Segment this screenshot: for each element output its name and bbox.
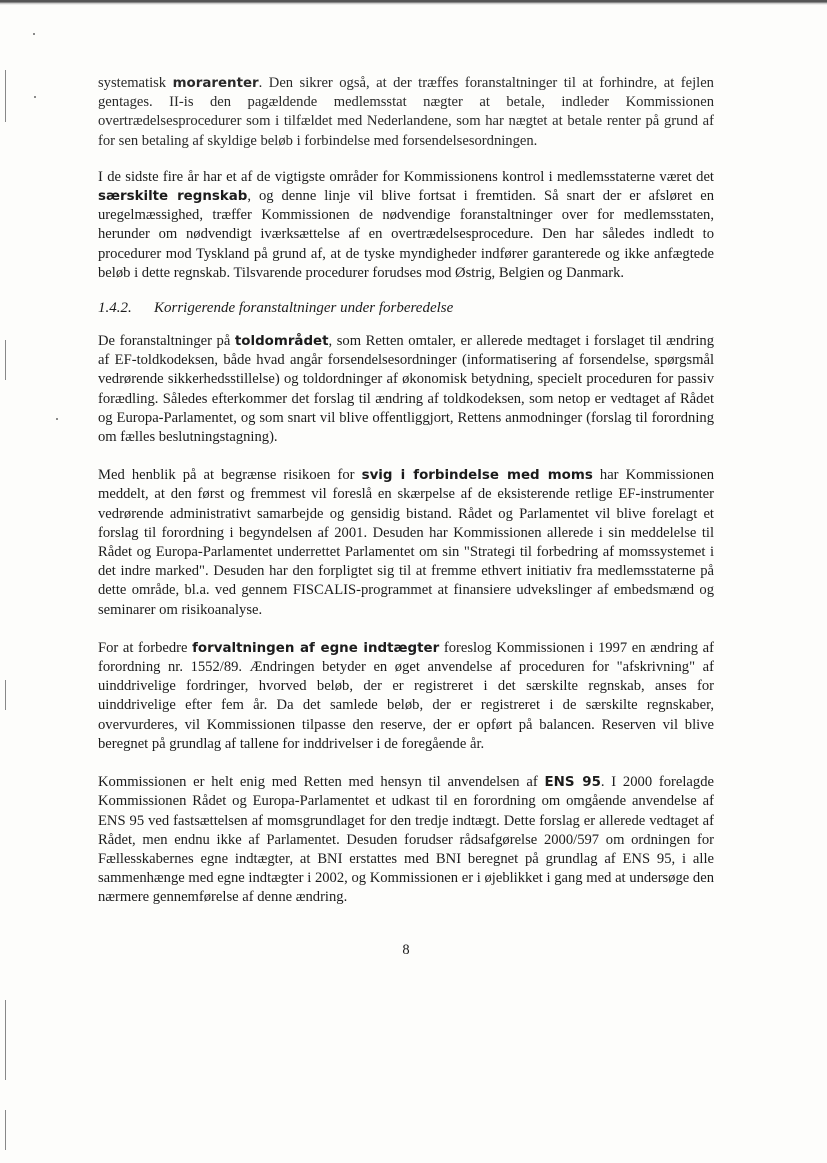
scan-top-edge [0,0,827,5]
paragraph-morarenter [98,74,714,151]
text-run: Kommissionen er helt enig med Retten med hensyn til anvendelsen af [98,774,545,791]
text-run: De foranstaltninger på [98,333,235,350]
text-run: I de sidste fire år har et af de vigtigste områder for Kommissionens kontrol i medlemsstaterne været det [98,168,714,185]
text-run: har Kommissionen meddelt, at den først og fremmest vil foreslå en skærpelse af de eksisterende retlige EF-instrumenter vedrørende administrativt samarbejde og gensidig bistand. Rådet og Parlamentet vil blive forelagt et forslag til forordning i begyndelsen af 2001. Desuden har Kommissionen allerede i sin meddelelse til Rådet og Europa-Parlamentet underrettet Parlamentet om sin "Strategi til forbedring af momssystemet i det indre marked". Desuden har den forpligtet sig til at fremme ethvert initiativ fra medlemsstaterne på dette område, bl.a. ved gennem FISCALIS-programmet at finansiere udvekslinger af embedsmænd og seminarer om risikoanalyse. [98,467,714,618]
bold-term: toldområdet [234,334,329,350]
section-number: 1.4.2. [98,300,132,317]
section-title: Korrigerende foranstaltninger under forberedelse [154,300,454,317]
text-run: systematisk [98,75,173,91]
document-page [98,74,714,958]
paragraph-egne-indtaegter [98,639,714,754]
text-run: . I 2000 forelagde Kommissionen Rådet og Europa-Parlamentet et udkast til en forordning om omgående anvendelse af ENS 95 ved fastsættelsen af momsgrundlaget for den tredje indtægt. Dette forslag er allerede vedtaget af Rådet, men endnu ikke af Parlamentet. Desuden forudser rådsafgørelse 2000/597 om ordningen for Fællesskabernes egne indtægter, at BNI erstattes med BNI beregnet på grundlag af ENS 95, i alle sammenhænge med egne indtægter i 2002, og Kommissionen er i øjeblikket i gang med at undersøge den nærmere gennemførelse af denne ændring. [98,774,714,906]
text-run: For at forbedre [98,639,193,656]
text-run: , og denne linje vil blive fortsat i fremtiden. Så snart der er afsløret en uregelmæssighed, træffer Kommissionen de nødvendige foranstaltninger over for medlemsstaten, herunder om nødvendigt iværksættelse af en overtrædelsesprocedure. Den har således indledt to procedurer mod Tyskland på grund af, at de tyske myndigheder indfører garanterede og ikke anfægtede beløb i dette regnskab. Tilsvarende procedurer forudses mod Østrig, Belgien og Danmark. [98,188,714,281]
text-run: . Den sikrer også, at der træffes foranstaltninger til at forhindre, at fejlen gentages. II-is den pagældende medlemsstat nægter at betale, indleder Kommissionen overtrædelsesprocedurer som i tilfældet med Nederlandene, som har nægtet at betale renter på grund af for sen betaling af skyldige beløb i forbindelse med forsendelsesordningen. [98,75,714,149]
page-number: 8 [402,942,410,958]
paragraph-ens95 [98,773,714,907]
bold-term: morarenter [172,76,259,91]
bold-term: ENS 95 [544,775,601,791]
text-run: foreslog Kommissionen i 1997 en ændring af forordning nr. 1552/89. Ændringen betyder en øget anvendelse af proceduren for "afskrivning" af uinddrivelige fordringer, hvorved beløb, der er registreret i det særskilte regnskab, anses for uinddrivelige efter fem år. Da det samlede beløb, der er registreret i de særskilte regnskaber, overvurderes, vil Kommissionen tilpasse den reserve, der er opført på balancen. Reserven vil blive beregnet på grundlag af tallene for inddrivelser i de foregående år. [98,639,714,752]
bold-term: forvaltningen af egne indtægter [192,640,440,656]
section-heading [98,298,714,318]
bold-term: svig i forbindelse med moms [361,468,593,484]
paragraph-svig-moms [98,466,714,620]
scan-margin-marks [0,0,14,1163]
paragraph-toldomradet [98,332,714,447]
bold-term: særskilte regnskab [98,189,248,205]
paragraph-saerskilte-regnskab [98,168,714,283]
text-run: Med henblik på at begrænse risikoen for [98,467,362,484]
text-run: , som Retten omtaler, er allerede medtaget i forslaget til ændring af EF-toldkodeksen, både hvad angår forsendelsesordninger (informatisering af forsendelse, spørgsmål vedrørende sikkerhedsstillelse) og toldordninger af økonomisk betydning, specielt proceduren for passiv forædling. Således efterkommer det forslag til ændring af toldkodeksen, som netop er vedtaget af Rådet og Europa-Parlamentet, og som snart vil blive offentliggjort, Rettens anmodninger (forslag til forordning om fælles beslutningstagning). [98,333,714,446]
